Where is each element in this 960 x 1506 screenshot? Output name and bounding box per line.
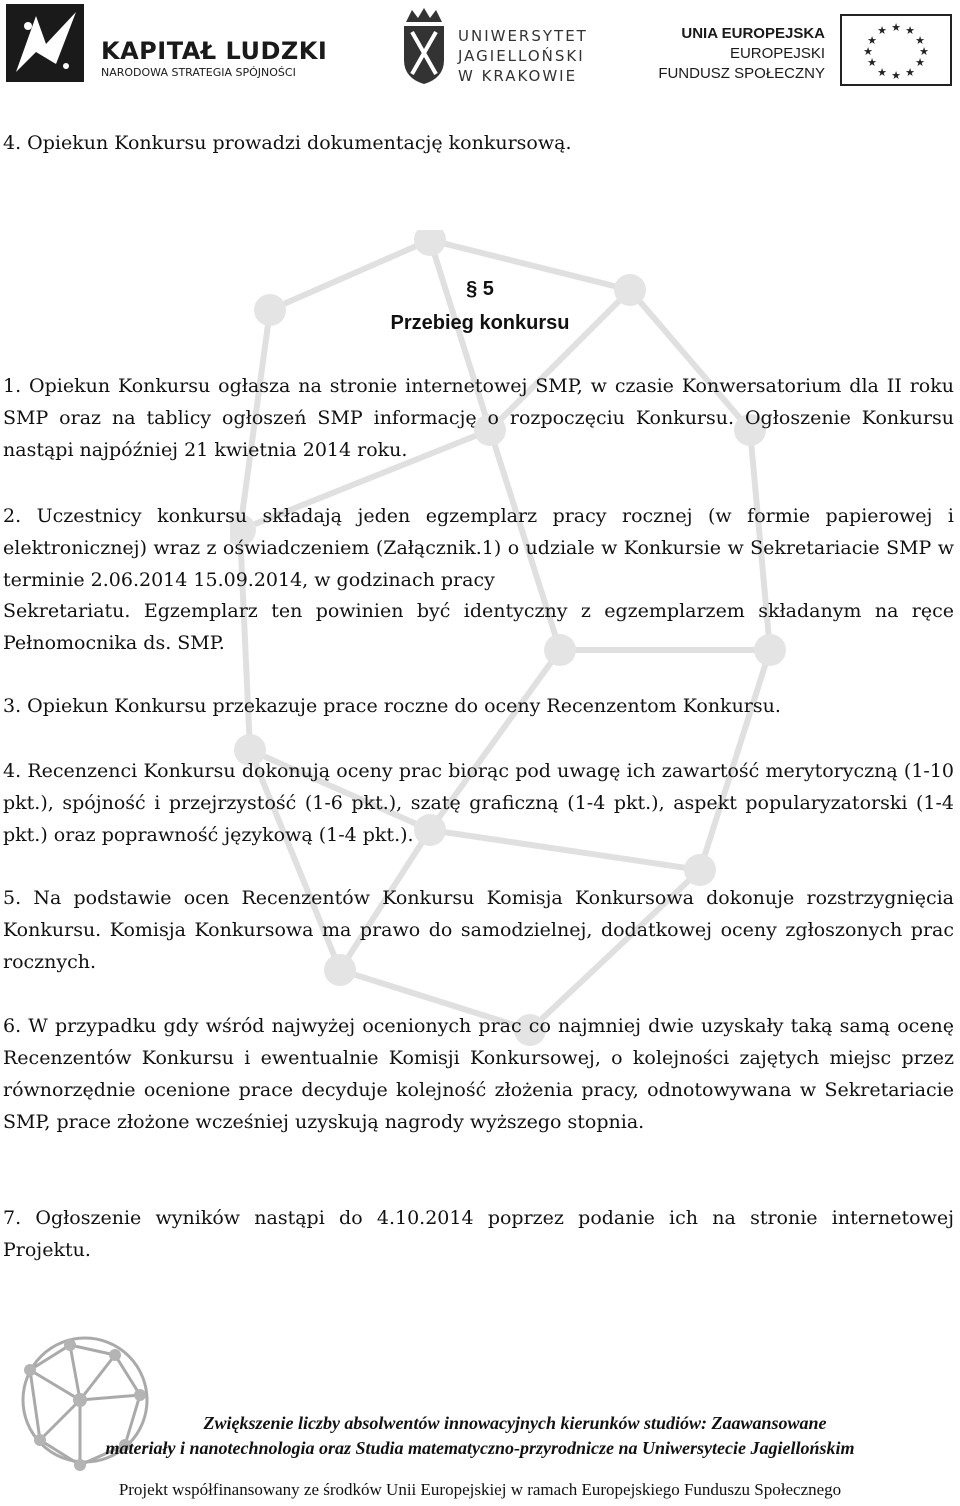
svg-text:★: ★	[891, 21, 901, 34]
uj-name	[458, 26, 588, 86]
eu-logo	[660, 12, 960, 92]
uj-line-2: JAGIELLOŃSKI	[458, 47, 585, 65]
list-item: 7. Ogłoszenie wyników nastąpi do 4.10.2014 poprzez podanie ich na stronie internetowej Projektu.	[3, 1207, 954, 1261]
list-item: 1. Opiekun Konkursu ogłasza na stronie internetowej SMP, w czasie Konwersatorium dla II roku SMP oraz na tablicy ogłoszeń SMP informację o rozpoczęciu Konkursu. Ogłoszenie Konkursu nastąpi najpóźniej 21 kwietnia 2014 roku.	[3, 375, 954, 461]
kapital-ludzki-title: KAPITAŁ LUDZKI	[101, 37, 328, 65]
eu-line-3: FUNDUSZ SPOŁECZNY	[658, 65, 825, 82]
list-item: Sekretariatu. Egzemplarz ten powinien być identyczny z egzemplarzem składanym na ręce Pełnomocnika ds. SMP.	[3, 600, 954, 654]
footer-line-2: materiały i nanotechnologia oraz Studia matematyczno-przyrodnicze na Uniwersytecie Jagiellońskim	[105, 1438, 855, 1458]
svg-text:★: ★	[863, 45, 873, 58]
svg-text:★: ★	[867, 34, 877, 47]
list-item: 2. Uczestnicy konkursu składają jeden egzemplarz pracy rocznej (w formie papierowej i elektronicznej) wraz z oświadczeniem (Załącznik.1) o udziale w Konkursie w Sekretariacie SMP w terminie 2.06.2014 15.09.2014, w godzinach pracy	[3, 505, 954, 591]
svg-text:★: ★	[915, 34, 925, 47]
svg-text:★: ★	[877, 66, 887, 79]
footer-molecule-icon	[10, 1300, 160, 1500]
eu-flag-icon	[840, 14, 952, 86]
list-item: 6. W przypadku gdy wśród najwyżej ocenionych prac co najmniej dwie uzyskały taką samą ocenę Recenzentów Konkursu i ewentualnie Komisji Konkursowej, o kolejności zajętych miejsc przez równorzędnie ocenione prace decyduje kolejność złożenia pracy, odnotowywana w Sekretariacie SMP, prace złożone wcześniej uzyskują nagrody wyższego stopnia.	[3, 1015, 954, 1133]
document-header	[0, 0, 960, 95]
uj-line-1: UNIWERSYTET	[458, 27, 588, 45]
list-item: 4. Recenzenci Konkursu dokonują oceny prac biorąc pod uwagę ich zawartość merytoryczną (1-10 pkt.), spójność i przejrzystość (1-6 pkt.), szatę graficzną (1-4 pkt.), aspekt popularyzatorski (1-4 pkt.) oraz poprawność językową (1-4 pkt.).	[3, 760, 954, 846]
svg-text:★: ★	[905, 24, 915, 37]
section-number: § 5	[466, 278, 494, 300]
kapital-ludzki-logo	[6, 4, 326, 84]
uj-crest-icon	[400, 4, 448, 84]
list-item: 5. Na podstawie ocen Recenzentów Konkursu Komisja Konkursowa dokonuje rozstrzygnięcia Konkursu. Komisja Konkursowa ma prawo do samodzielnej, dodatkowej oceny zgłoszonych prac rocznych.	[3, 887, 954, 973]
eu-line-2: EUROPEJSKI	[729, 45, 825, 62]
svg-text:★: ★	[877, 24, 887, 37]
svg-text:★: ★	[905, 66, 915, 79]
svg-text:★: ★	[867, 56, 877, 69]
uj-line-3: W KRAKOWIE	[458, 67, 578, 85]
eu-text	[658, 24, 825, 84]
footer-line-1: Zwiększenie liczby absolwentów innowacyjnych kierunków studiów: Zaawansowane	[203, 1413, 827, 1433]
eu-line-1: UNIA EUROPEJSKA	[681, 25, 825, 42]
section-title: Przebieg konkursu	[390, 312, 570, 334]
kapital-ludzki-emblem-icon	[6, 4, 84, 82]
svg-text:★: ★	[915, 56, 925, 69]
intro-item: 4. Opiekun Konkursu prowadzi dokumentację konkursową.	[3, 132, 572, 154]
uj-logo	[400, 4, 600, 86]
list-item: 3. Opiekun Konkursu przekazuje prace roczne do oceny Recenzentom Konkursu.	[3, 695, 781, 717]
svg-text:★: ★	[891, 69, 901, 82]
svg-text:★: ★	[919, 45, 929, 58]
kapital-ludzki-subtitle: NARODOWA STRATEGIA SPÓJNOŚCI	[101, 66, 296, 79]
footer-line-3: Projekt współfinansowany ze środków Unii Europejskiej w ramach Europejskiego Funduszu Społecznego	[118, 1480, 842, 1499]
